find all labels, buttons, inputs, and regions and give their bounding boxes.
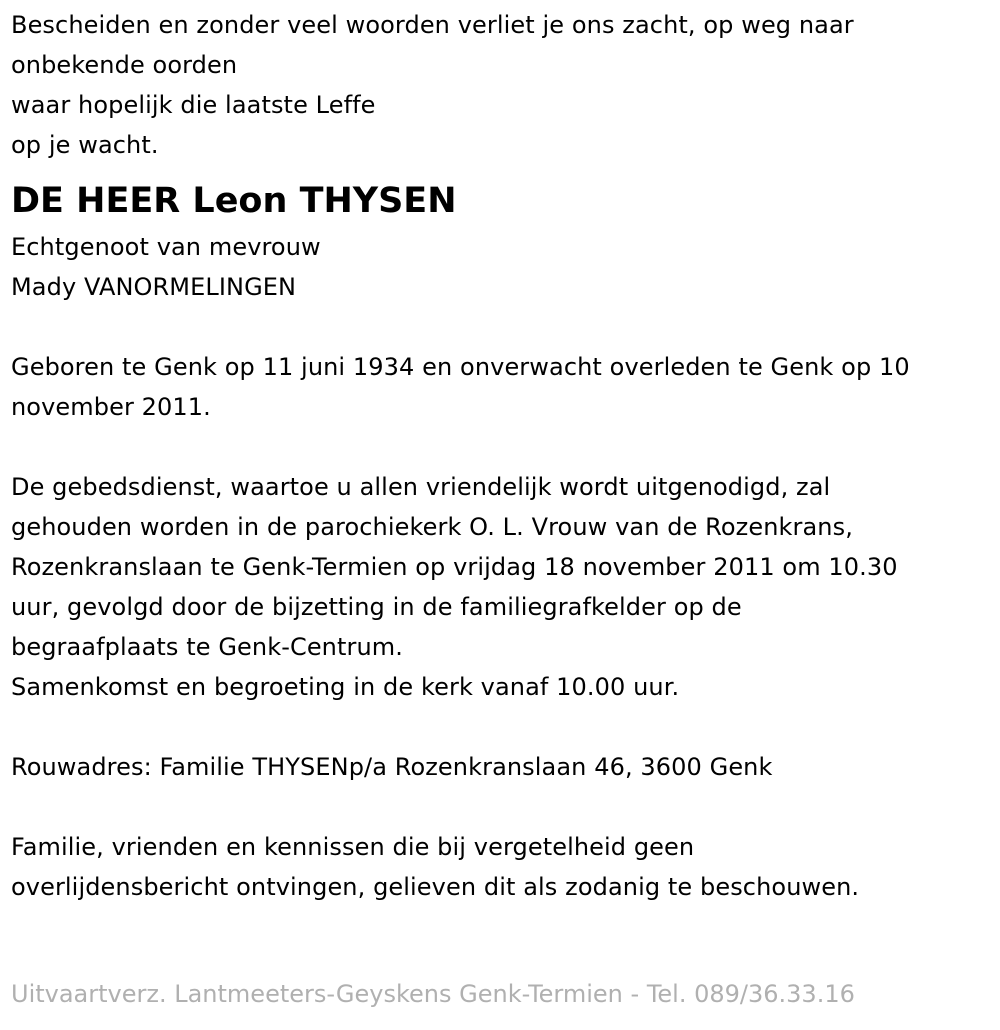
ceremony-line: uur, gevolgd door de bijzetting in de familiegrafkelder op de: [11, 593, 742, 621]
deceased-name: DE HEER Leon THYSEN: [11, 181, 457, 221]
ceremony-line: gehouden worden in de parochiekerk O. L. Vrouw van de Rozenkrans,: [11, 513, 853, 541]
poem-block: [11, 5, 996, 165]
birth-death-block: [11, 347, 996, 427]
birth-death-line: Geboren te Genk op 11 juni 1934 en onverwacht overleden te Genk op 10: [11, 353, 910, 381]
ceremony-line: Rozenkranslaan te Genk-Termien op vrijdag 18 november 2011 om 10.30: [11, 553, 898, 581]
birth-death-line: november 2011.: [11, 393, 211, 421]
spouse-block: [11, 227, 996, 307]
funeral-home-footer: Uitvaartverz. Lantmeeters-Geyskens Genk-Termien - Tel. 089/36.33.16: [11, 980, 855, 1008]
notice-line: overlijdensbericht ontvingen, gelieven dit als zodanig te beschouwen.: [11, 873, 860, 901]
ceremony-block: [11, 467, 996, 707]
spacer: [11, 707, 996, 747]
ceremony-line: De gebedsdienst, waartoe u allen vriendelijk wordt uitgenodigd, zal: [11, 473, 831, 501]
poem-line: waar hopelijk die laatste Leffe: [11, 91, 376, 119]
spacer: [11, 307, 996, 347]
notice-block: [11, 827, 996, 907]
notice-line: Familie, vrienden en kennissen die bij vergetelheid geen: [11, 833, 695, 861]
spacer: [11, 427, 996, 467]
ceremony-line: begraafplaats te Genk-Centrum.: [11, 633, 403, 661]
poem-line: onbekende oorden: [11, 51, 238, 79]
spouse-line: Echtgenoot van mevrouw: [11, 233, 321, 261]
mourning-address: Rouwadres: Familie THYSENp/a Rozenkranslaan 46, 3600 Genk: [11, 753, 773, 781]
spouse-line: Mady VANORMELINGEN: [11, 273, 297, 301]
spacer: [11, 787, 996, 827]
ceremony-line: Samenkomst en begroeting in de kerk vanaf 10.00 uur.: [11, 673, 680, 701]
poem-line: op je wacht.: [11, 131, 159, 159]
poem-line: Bescheiden en zonder veel woorden verliet je ons zacht, op weg naar: [11, 11, 854, 39]
obituary-document: [11, 5, 996, 907]
